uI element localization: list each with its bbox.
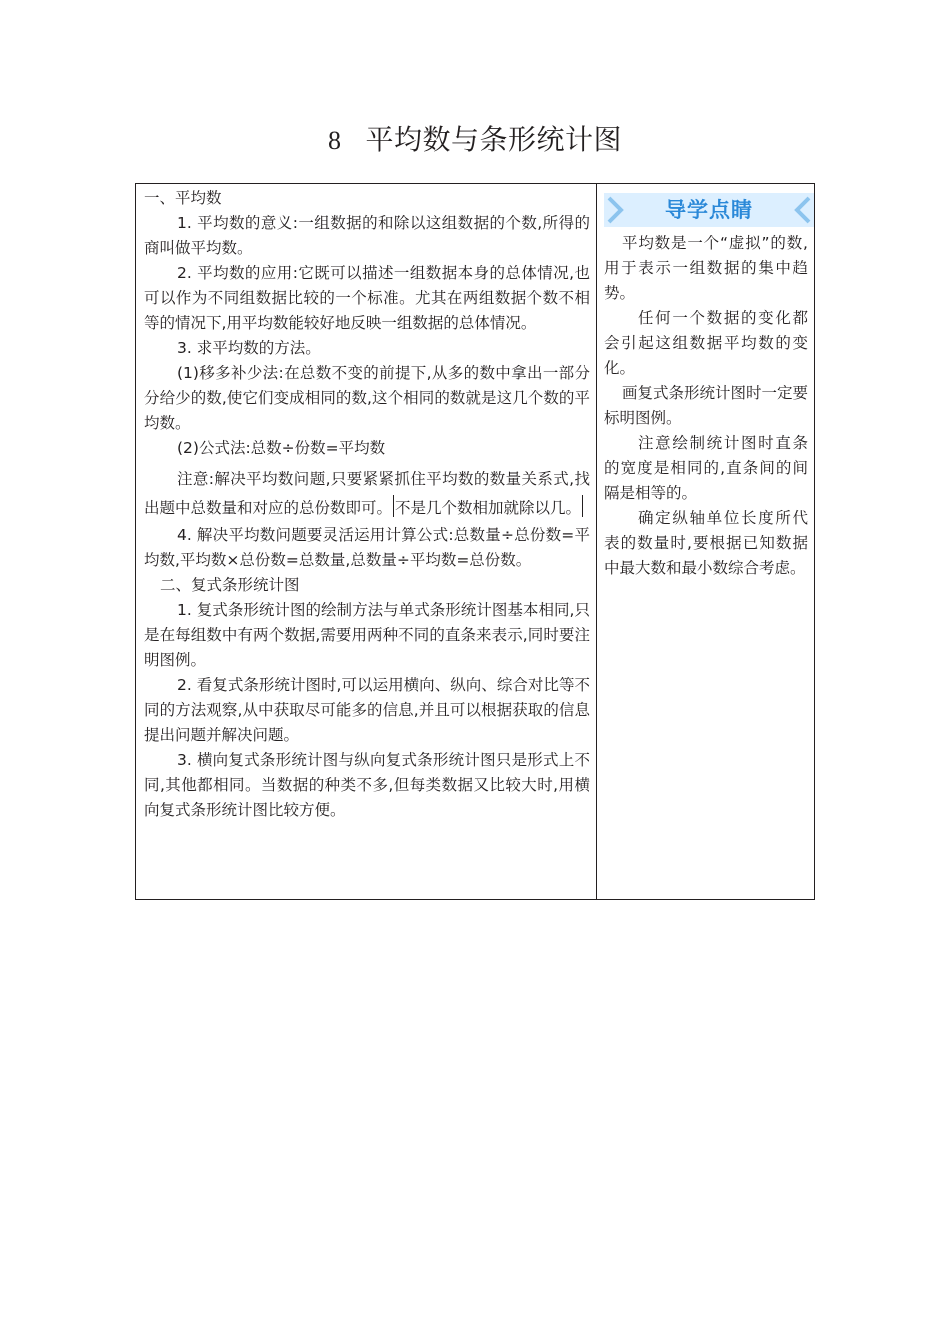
tip-axis-unit: 确定纵轴单位长度所代表的数量时,要根据已知数据中最大数和最小数综合考虑。 [604, 509, 808, 577]
section-heading-bar-chart: 二、复式条形统计图 [160, 576, 300, 594]
tip-virtual-number: 平均数是一个“虚拟”的数,用于表示一组数据的集中趋势。 [604, 234, 808, 302]
note-paragraph [144, 465, 590, 523]
note-text: 注意:解决平均数问题,只要紧紧抓住平均数的数量关系式,找出题中总数量和对应的总份数即可。 [144, 470, 590, 517]
section-heading-average: 一、平均数 [144, 189, 222, 207]
sidebar-column [604, 231, 808, 581]
chapter-title: 平均数与条形统计图 [365, 123, 622, 156]
tip-legend: 画复式条形统计图时一定要标明图例。 [604, 384, 809, 427]
method-formula: (2)公式法:总数÷份数=平均数 [177, 439, 386, 457]
point-horizontal: 3. 横向复式条形统计图与纵向复式条形统计图只是形式上不同,其他都相同。当数据的种类不多,但每类数据又比较大时,用横向复式条形统计图比较方便。 [144, 751, 590, 819]
note-warning: 不是几个数相加就除以几。 [395, 499, 582, 517]
point-formulas: 4. 解决平均数问题要灵活运用计算公式:总数量÷总份数=平均数,平均数×总份数=总数量,总数量÷平均数=总份数。 [144, 526, 590, 569]
main-column [144, 186, 590, 823]
point-methods: 3. 求平均数的方法。 [177, 339, 321, 357]
text-marker [582, 495, 583, 517]
tip-change: 任何一个数据的变化都会引起这组数据平均数的变化。 [604, 309, 808, 377]
chapter-number: 8 [327, 126, 342, 155]
tip-bar-width: 注意绘制统计图时直条的宽度是相同的,直条间的间隔是相等的。 [604, 434, 808, 502]
point-reading: 2. 看复式条形统计图时,可以运用横向、纵向、综合对比等不同的方法观察,从中获取尽可能多的信息,并且可以根据获取的信息提出问题并解决问题。 [144, 676, 590, 744]
guide-banner [604, 192, 814, 228]
point-application: 2. 平均数的应用:它既可以描述一组数据本身的总体情况,也可以作为不同组数据比较的一个标准。尤其在两组数据个数不相等的情况下,用平均数能较好地反映一组数据的总体情况。 [144, 264, 590, 332]
point-drawing: 1. 复式条形统计图的绘制方法与单式条形统计图基本相同,只是在每组数中有两个数据,需要用两种不同的直条来表示,同时要注明图例。 [144, 601, 590, 669]
method-balance: (1)移多补少法:在总数不变的前提下,从多的数中拿出一部分分给少的数,使它们变成相同的数,这个相同的数就是这几个数的平均数。 [144, 364, 590, 432]
banner-title: 导学点睛 [665, 198, 753, 222]
column-divider [596, 183, 597, 900]
point-meaning: 1. 平均数的意义:一组数据的和除以这组数据的个数,所得的商叫做平均数。 [144, 214, 590, 257]
page-title [0, 118, 950, 163]
text-marker [393, 495, 394, 517]
